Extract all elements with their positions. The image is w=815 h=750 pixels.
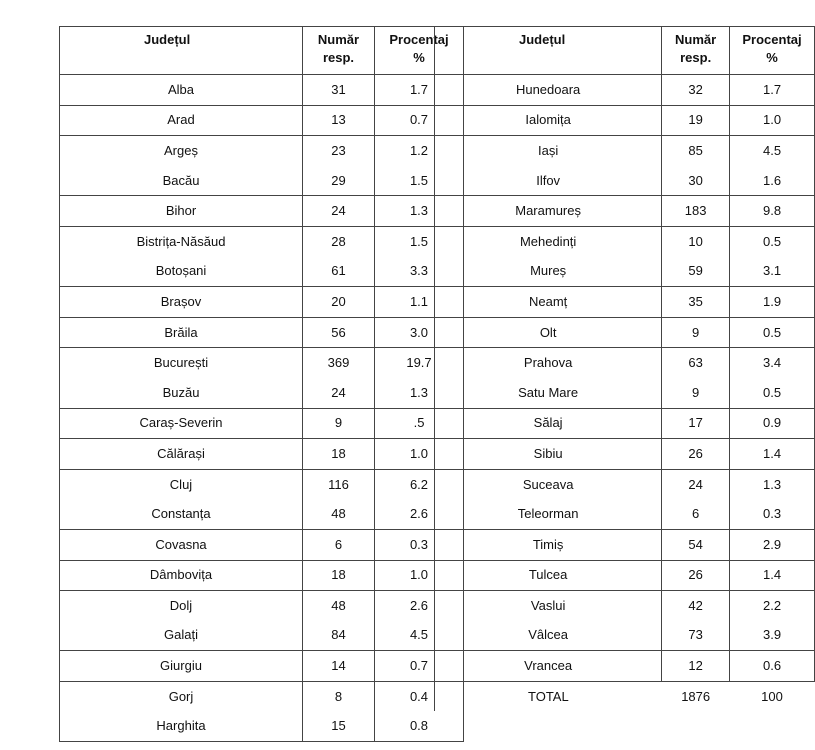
count-cell: 61	[303, 257, 375, 287]
table-row	[435, 621, 815, 651]
county-cell: Dolj	[60, 591, 303, 621]
count-cell: 73	[662, 621, 730, 651]
count-cell: 30	[662, 166, 730, 196]
percent-cell: 0.7	[375, 105, 464, 136]
table-row	[60, 226, 464, 256]
count-cell: 23	[303, 136, 375, 166]
count-cell: 54	[662, 529, 730, 560]
table-row	[60, 408, 464, 439]
table-row	[60, 136, 464, 166]
county-cell: Brăila	[60, 317, 303, 348]
county-cell: Mehedinți	[435, 226, 662, 256]
count-cell: 183	[662, 196, 730, 227]
count-cell: 28	[303, 226, 375, 256]
county-cell: Satu Mare	[435, 378, 662, 408]
county-cell: Buzău	[60, 378, 303, 408]
percent-cell: 3.9	[762, 627, 782, 643]
county-cell: Mureș	[435, 257, 662, 287]
percent-cell: 1.3	[409, 384, 429, 400]
table-row	[435, 378, 815, 408]
county-cell: Călărași	[60, 439, 303, 470]
county-cell: Bacău	[60, 166, 303, 196]
percent-cell: 1.3	[730, 469, 815, 499]
county-cell: Galați	[60, 621, 303, 651]
header-percent-line1: Procentaj	[389, 32, 449, 47]
count-cell: 13	[303, 105, 375, 136]
count-cell: 29	[303, 166, 375, 196]
table-row	[435, 408, 815, 439]
county-cell: Dâmbovița	[60, 560, 303, 591]
county-cell: Alba	[60, 75, 303, 106]
table-row	[60, 621, 464, 651]
county-cell: Vaslui	[435, 591, 662, 621]
table-row	[435, 529, 815, 560]
percent-cell: 1.7	[409, 81, 429, 97]
count-cell: 116	[303, 469, 375, 499]
table-row	[435, 348, 815, 378]
county-cell: Giurgiu	[60, 651, 303, 682]
table-row	[435, 591, 815, 621]
table-row	[60, 287, 464, 318]
header-county-label: Județul	[144, 32, 191, 47]
table-row	[60, 469, 464, 499]
header-percent	[730, 27, 815, 75]
count-cell: 85	[662, 136, 730, 166]
table-row	[60, 317, 464, 348]
header-percent-line2: %	[766, 50, 778, 65]
county-cell: Arad	[60, 105, 303, 136]
county-cell: Caraș-Severin	[60, 408, 303, 439]
count-cell: 14	[303, 651, 375, 682]
table-row	[60, 499, 464, 529]
count-cell: 24	[662, 469, 730, 499]
percent-cell: 3.0	[375, 317, 464, 348]
header-percent-line1: Procentaj	[742, 32, 802, 47]
county-cell: Neamț	[435, 287, 662, 318]
count-cell: 6	[303, 529, 375, 560]
header-count-line1: Număr	[675, 32, 717, 47]
table-body-right	[435, 75, 815, 712]
count-cell: 15	[303, 711, 375, 741]
count-cell: 35	[662, 287, 730, 318]
table-row	[60, 257, 464, 287]
percent-cell: 1.4	[730, 439, 815, 470]
table-row	[435, 226, 815, 256]
percent-cell: 0.7	[375, 651, 464, 682]
county-cell: Ialomița	[435, 105, 662, 136]
table-row	[435, 317, 815, 348]
percent-cell: 0.5	[730, 226, 815, 256]
count-cell: 19	[662, 105, 730, 136]
percent-cell: 0.3	[762, 506, 782, 522]
county-cell: Ilfov	[435, 166, 662, 196]
header-count	[662, 27, 730, 75]
percent-cell: 2.9	[730, 529, 815, 560]
table-row	[435, 469, 815, 499]
count-cell: 32	[662, 75, 730, 106]
percent-cell: 2.6	[375, 591, 464, 621]
table-row	[60, 378, 464, 408]
county-cell: Vrancea	[435, 651, 662, 682]
percent-cell: 3.3	[409, 263, 429, 279]
count-cell: 84	[303, 621, 375, 651]
table-row	[435, 651, 815, 682]
county-cell: Timiș	[435, 529, 662, 560]
count-cell: 6	[662, 499, 730, 529]
county-cell: Vâlcea	[435, 621, 662, 651]
table-row	[435, 196, 815, 227]
percent-cell: 0.5	[762, 384, 782, 400]
table-row	[60, 681, 464, 711]
count-cell: 42	[662, 591, 730, 621]
percent-cell: 0.9	[730, 408, 815, 439]
table-row	[435, 166, 815, 196]
table-row	[435, 287, 815, 318]
count-cell: 10	[662, 226, 730, 256]
count-cell: 63	[662, 348, 730, 378]
table-row	[435, 136, 815, 166]
table-row	[60, 105, 464, 136]
county-cell: Olt	[435, 317, 662, 348]
county-table-left	[59, 26, 464, 742]
county-cell: Prahova	[435, 348, 662, 378]
percent-cell: 1.9	[730, 287, 815, 318]
percent-cell: 1.0	[730, 105, 815, 136]
county-cell: București	[60, 348, 303, 378]
county-cell: Covasna	[60, 529, 303, 560]
county-cell: Hunedoara	[435, 75, 662, 106]
percent-cell: 19.7	[375, 348, 464, 378]
count-cell: 9	[662, 317, 730, 348]
count-cell: 8	[303, 681, 375, 711]
percent-cell: 0.3	[375, 529, 464, 560]
percent-cell: 1.7	[762, 81, 782, 97]
count-cell: 20	[303, 287, 375, 318]
header-count	[303, 27, 375, 75]
table-row	[435, 257, 815, 287]
count-cell: 24	[303, 378, 375, 408]
header-row	[435, 27, 815, 75]
percent-cell: 2.6	[409, 506, 429, 522]
count-cell: 26	[662, 439, 730, 470]
percent-cell: 1.0	[375, 560, 464, 591]
percent-cell: 0.8	[409, 718, 429, 734]
percent-cell: 1.6	[762, 172, 782, 188]
table-row	[60, 591, 464, 621]
count-cell: 17	[662, 408, 730, 439]
table-row	[60, 560, 464, 591]
county-cell: Tulcea	[435, 560, 662, 591]
header-county	[60, 27, 303, 75]
county-cell: Argeș	[60, 136, 303, 166]
table-row	[60, 166, 464, 196]
percent-cell: .5	[375, 408, 464, 439]
percent-cell: 100	[730, 681, 815, 711]
table-row	[60, 529, 464, 560]
header-count-line2: resp.	[680, 50, 712, 65]
count-cell: 18	[303, 560, 375, 591]
percent-cell: 1.4	[730, 560, 815, 591]
header-county	[435, 27, 662, 75]
total-row	[435, 681, 815, 711]
county-cell: Harghita	[60, 711, 303, 741]
table-body-left	[60, 75, 464, 742]
percent-cell: 1.1	[375, 287, 464, 318]
table-row	[435, 439, 815, 470]
county-cell: Bihor	[60, 196, 303, 227]
header-row	[60, 27, 464, 75]
county-cell: Teleorman	[435, 499, 662, 529]
county-cell: TOTAL	[435, 681, 662, 711]
table-row	[60, 711, 464, 741]
percent-cell: 3.1	[762, 263, 782, 279]
table-row	[60, 439, 464, 470]
header-count-line1: Număr	[317, 32, 360, 47]
county-cell: Cluj	[60, 469, 303, 499]
percent-cell: 4.5	[730, 136, 815, 166]
table-row	[60, 75, 464, 106]
count-cell: 31	[303, 75, 375, 106]
count-cell: 12	[662, 651, 730, 682]
header-count-line2: resp.	[322, 50, 355, 65]
county-cell: Iași	[435, 136, 662, 166]
table-row	[60, 196, 464, 227]
county-cell: Constanța	[60, 499, 303, 529]
percent-cell: 3.4	[730, 348, 815, 378]
table-row	[60, 348, 464, 378]
county-cell: Botoșani	[60, 257, 303, 287]
county-cell: Maramureș	[435, 196, 662, 227]
county-cell: Sibiu	[435, 439, 662, 470]
percent-cell: 4.5	[409, 627, 429, 643]
count-cell: 1876	[662, 681, 730, 711]
count-cell: 9	[303, 408, 375, 439]
percent-cell: 1.3	[375, 196, 464, 227]
count-cell: 9	[662, 378, 730, 408]
percent-cell: 0.4	[375, 681, 464, 711]
count-cell: 59	[662, 257, 730, 287]
table-row	[435, 560, 815, 591]
county-cell: Brașov	[60, 287, 303, 318]
count-cell: 18	[303, 439, 375, 470]
percent-cell: 9.8	[730, 196, 815, 227]
percent-cell: 0.5	[730, 317, 815, 348]
table-row	[435, 499, 815, 529]
percent-cell: 1.0	[375, 439, 464, 470]
percent-cell: 0.6	[730, 651, 815, 682]
header-percent-line2: %	[413, 50, 425, 65]
county-cell: Sălaj	[435, 408, 662, 439]
count-cell: 56	[303, 317, 375, 348]
county-table-right	[434, 26, 815, 711]
count-cell: 24	[303, 196, 375, 227]
count-cell: 26	[662, 560, 730, 591]
count-cell: 369	[303, 348, 375, 378]
percent-cell: 1.5	[409, 172, 429, 188]
table-row	[435, 75, 815, 106]
percent-cell: 6.2	[375, 469, 464, 499]
count-cell: 48	[303, 499, 375, 529]
table-row	[435, 105, 815, 136]
county-cell: Bistrița-Năsăud	[60, 226, 303, 256]
percent-cell: 1.2	[375, 136, 464, 166]
percent-cell: 1.5	[375, 226, 464, 256]
count-cell: 48	[303, 591, 375, 621]
table-row	[60, 651, 464, 682]
header-county-label: Județul	[519, 32, 566, 47]
county-cell: Gorj	[60, 681, 303, 711]
county-cell: Suceava	[435, 469, 662, 499]
percent-cell: 2.2	[730, 591, 815, 621]
